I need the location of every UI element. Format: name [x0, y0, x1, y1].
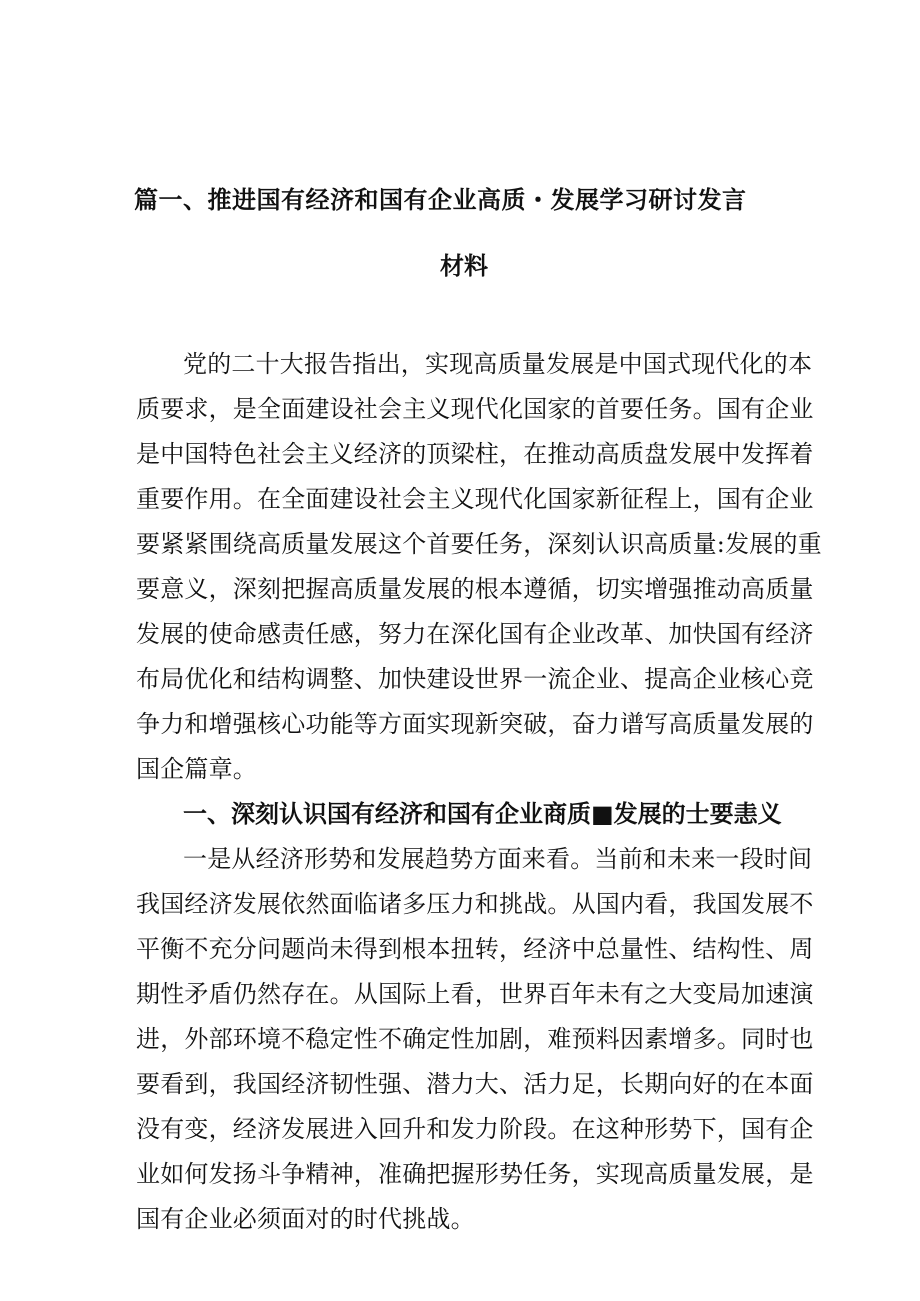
paragraph-1-line: 是中国特色社会主义经济的顶梁柱，在推动高质盘发展中发挥着 — [136, 440, 814, 468]
document-title-line-1: 篇一、推进国有经济和国有企业高质・发展学习研讨发言 — [134, 185, 747, 214]
paragraph-1-line: 重要作用。在全面建设社会主义现代化国家新征程上，国有企业 — [136, 485, 814, 513]
paragraph-2-line: 我国经济发展依然面临诸多压力和挑战。从国内看，我国发展不 — [136, 890, 814, 918]
paragraph-1-line: 质要求，是全面建设社会主义现代化国家的首要任务。国有企业 — [136, 395, 814, 423]
paragraph-1-line: 党的二十大报告指出，实现高质量发展是中国式现代化的本 — [183, 350, 813, 378]
paragraph-1-line: 布局优化和结构调整、加快建设世界一流企业、提高企业核心竞 — [136, 665, 814, 693]
paragraph-2-line: 业如何发扬斗争精神，准确把握形势任务，实现高质量发展，是 — [136, 1160, 814, 1188]
section-1-heading: 一、深刻认识国有经济和国有企业商质■发展的士要恚义 — [183, 799, 782, 828]
paragraph-2-line: 一是从经济形势和发展趋势方面来看。当前和未来一段时间 — [183, 845, 813, 873]
paragraph-2-line: 期性矛盾仍然存在。从国际上看，世界百年未有之大变局加速演 — [136, 980, 814, 1008]
paragraph-2-line: 平衡不充分问题尚未得到根本扭转，经济中总量性、结构性、周 — [136, 935, 814, 963]
paragraph-2-line: 进，外部环境不稳定性不确定性加剧，难预料因素增多。同时也 — [136, 1025, 814, 1053]
paragraph-1-line: 要意义，深刻把握高质量发展的根本遵循，切实增强推动高质量 — [136, 575, 814, 603]
paragraph-1-line: 争力和增强核心功能等方面实现新突破，奋力谱写高质量发展的 — [136, 710, 814, 738]
document-title-line-2: 材料 — [440, 251, 488, 280]
paragraph-1-line: 要紧紧围绕高质量发展这个首要任务，深刻认识高质量:发展的重 — [136, 530, 822, 558]
paragraph-1-line: 国企篇章。 — [136, 755, 257, 783]
paragraph-2-line: 国有企业必须面对的时代挑战。 — [136, 1205, 475, 1233]
paragraph-2-line: 要看到，我国经济韧性强、潜力大、活力足，长期向好的在本面 — [136, 1070, 814, 1098]
paragraph-2-line: 没有变，经济发展进入回升和发力阶段。在这种形势下，国有企 — [136, 1115, 814, 1143]
paragraph-1-line: 发展的使命感责任感，努力在深化国有企业改革、加快国有经济 — [136, 620, 814, 648]
